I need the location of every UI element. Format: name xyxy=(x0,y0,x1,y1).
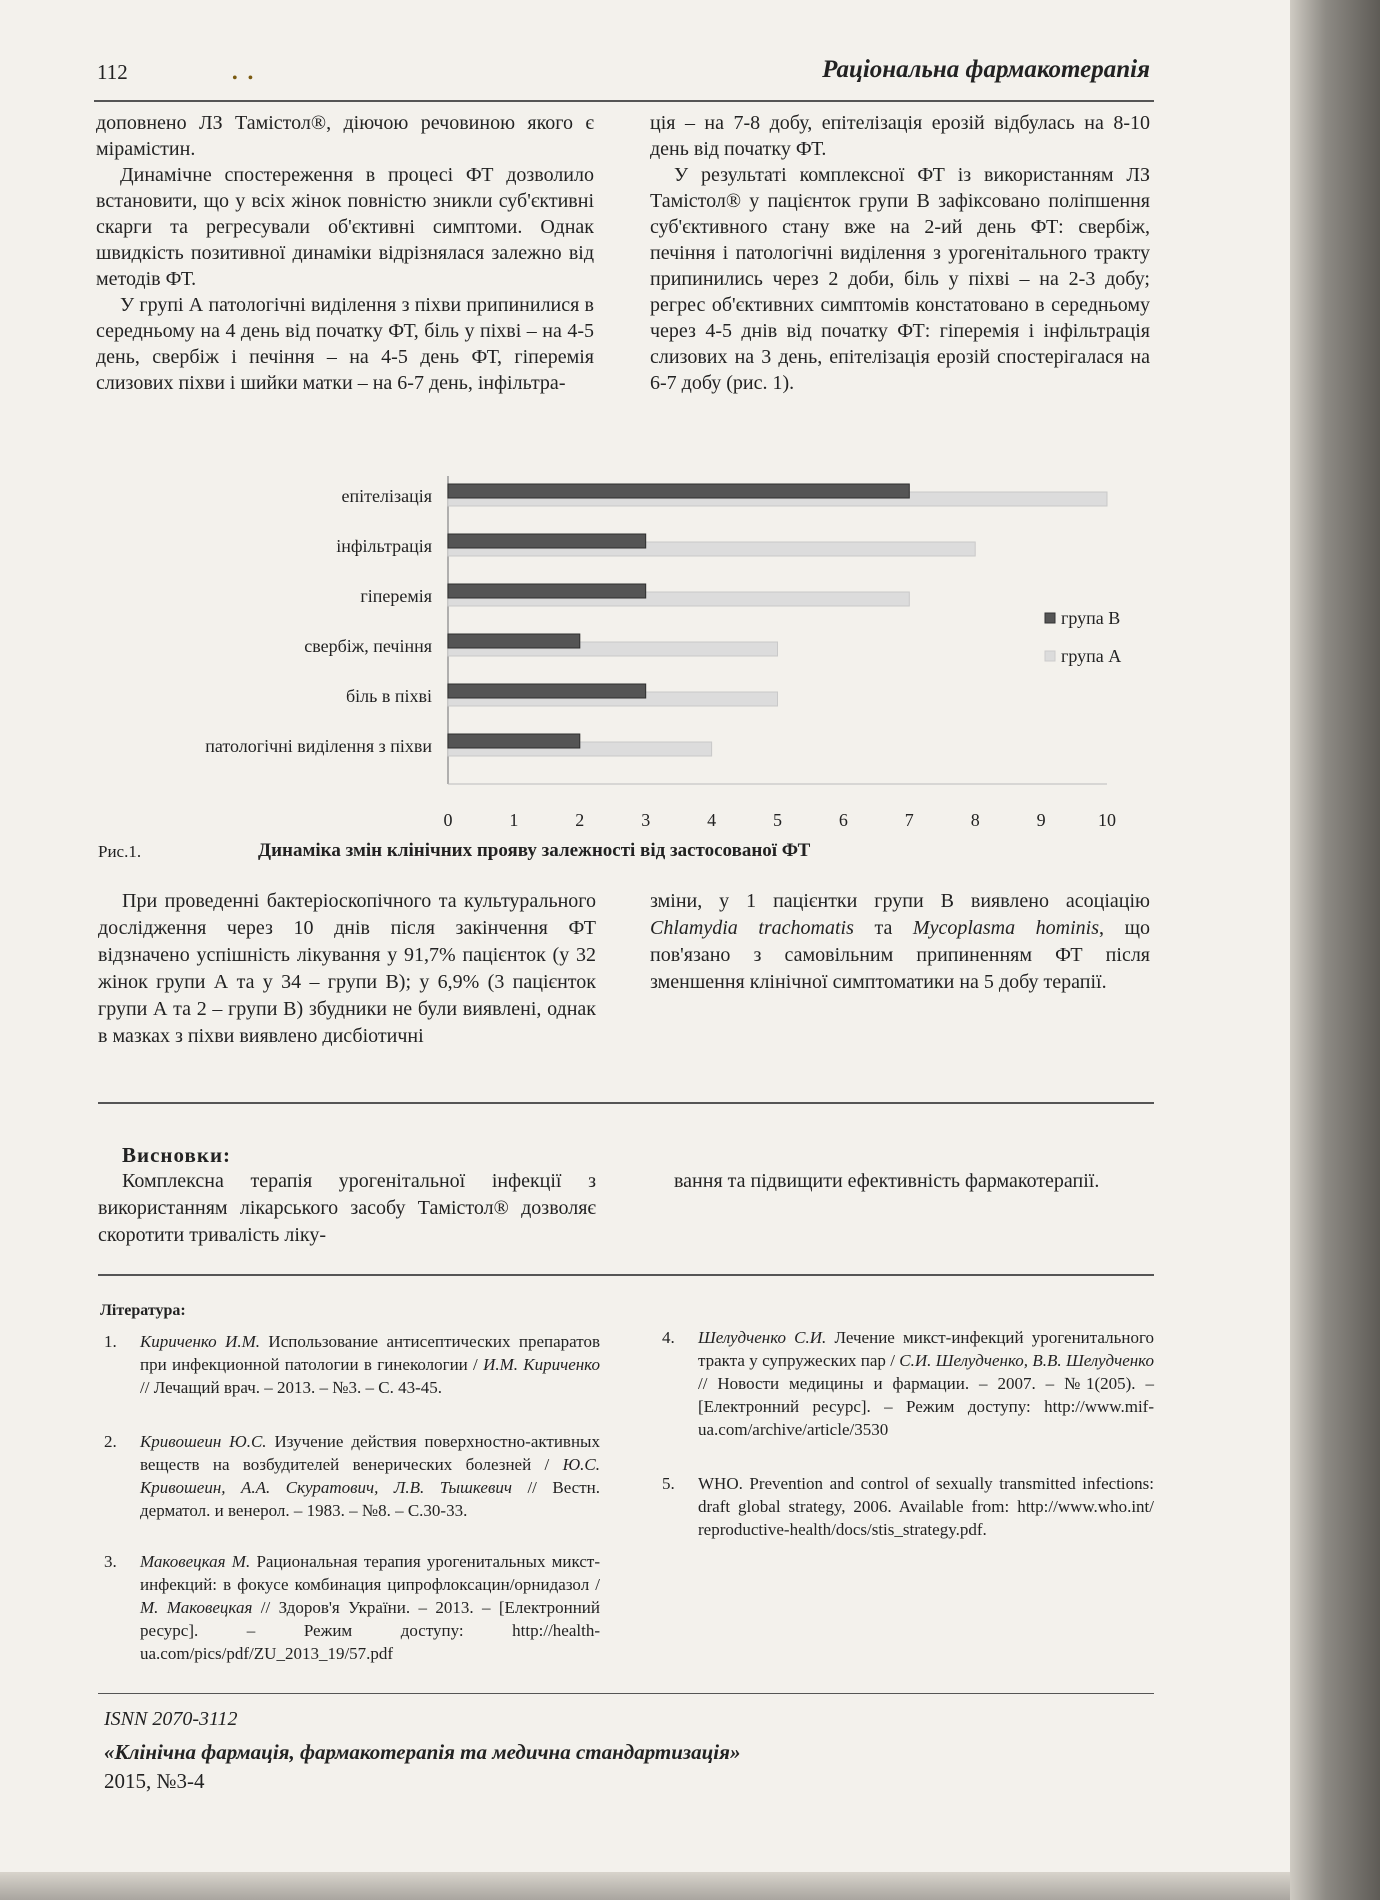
body-column-left-bottom xyxy=(98,888,596,1050)
organism-name: Mycoplasma hominis xyxy=(912,917,1100,939)
legend-swatch xyxy=(1045,613,1055,623)
paragraph: У групі А патологічні виділення з піхви припинилися в середньому на 4 день від початку ФТ, біль у піхві – на 4-5 день, свербіж і печіння – на 4-5 день ФТ, гіперемія слизових піхви і шийки матки – на 6-7 день, інфільтра- xyxy=(96,294,594,394)
running-title: Раціональна фармакотерапія xyxy=(822,56,1150,83)
reference-text: Изучение действия поверхностно-активных веществ на возбудителей венерических болезней / xyxy=(140,1432,600,1474)
section-rule xyxy=(98,1102,1154,1104)
paragraph: Динамічне спостереження в процесі ФТ дозволило встановити, що у всіх жінок повністю зникли суб'єктивні скарги та регресували об'єктивні симптоми. Однак швидкість позитивної динаміки відрізнялася залежно від методів ФТ. xyxy=(96,164,594,290)
reference-number: 4. xyxy=(662,1328,675,1347)
page-bottom-shadow xyxy=(0,1872,1290,1900)
reference-text: // Вестн. дерматол. и венерол. – 1983. – №8. – С.30-33. xyxy=(140,1478,600,1520)
conclusions-title: Висновки: xyxy=(122,1143,232,1167)
body-column-left-top xyxy=(96,110,594,396)
conclusions-right xyxy=(650,1168,1150,1195)
footer-journal-title: «Клінічна фармація, фармакотерапія та медична стандартизація» xyxy=(104,1740,741,1764)
bar-chart xyxy=(90,462,1170,830)
text-run: зміни, у 1 пацієнтки групи В виявлено асоціацію xyxy=(650,890,1150,912)
x-tick-label: 10 xyxy=(1098,810,1116,830)
reference-author: Ю.С. Кривошеин, А.А. Скуратович, Л.В. Тышкевич xyxy=(140,1455,600,1497)
bar-group-b xyxy=(448,634,580,648)
legend-label: група А xyxy=(1061,646,1122,666)
reference-number: 3. xyxy=(104,1552,117,1571)
bar-group-b xyxy=(448,734,580,748)
header-rule xyxy=(94,100,1154,102)
x-tick-label: 0 xyxy=(443,810,453,830)
bar-group-b xyxy=(448,484,909,498)
category-label: патологічні виділення з піхви xyxy=(205,736,432,756)
x-tick-label: 6 xyxy=(838,810,848,830)
reference-item xyxy=(104,1550,600,1665)
reference-author: С.И. Шелудченко, В.В. Шелудченко xyxy=(899,1351,1154,1370)
reference-author: Кириченко И.М. xyxy=(140,1332,261,1351)
body-column-right-top xyxy=(650,110,1150,396)
figure-caption: Динаміка змін клінічних прояву залежності від застосованої ФТ xyxy=(258,840,811,861)
page-number: 112 xyxy=(97,60,128,84)
reference-text: // Лечащий врач. – 2013. – №3. – С. 43-45. xyxy=(140,1378,443,1397)
header-dots: • • xyxy=(232,70,257,87)
text-run: та xyxy=(853,917,913,939)
x-tick-label: 7 xyxy=(904,810,914,830)
body-column-right-bottom xyxy=(650,888,1150,996)
reference-item xyxy=(104,1330,601,1399)
x-tick-label: 5 xyxy=(773,810,782,830)
reference-author: И.М. Кириченко xyxy=(483,1355,600,1374)
x-tick-label: 9 xyxy=(1036,810,1046,830)
reference-text: // Новости медицины и фармации. – 2007. – №1(205). – [Електронний ресурс]. – Режим доступу: http://www.mif-ua.com/archive/article/3530 xyxy=(698,1374,1154,1439)
legend-swatch xyxy=(1045,651,1055,661)
organism-name: Chlamydia trachomatis xyxy=(650,917,854,939)
x-tick-label: 1 xyxy=(509,810,519,830)
paragraph: вання та підвищити ефективність фармакотерапії. xyxy=(674,1170,1100,1192)
reference-number: 1. xyxy=(104,1332,117,1351)
category-label: біль в піхві xyxy=(346,686,432,706)
x-tick-label: 2 xyxy=(575,810,585,830)
bar-group-b xyxy=(448,584,646,598)
footer-issn: ISNN 2070-3112 xyxy=(104,1708,238,1730)
reference-text: WHO. Prevention and control of sexually transmitted infections: draft global strategy, 2006. Available from: http://www.who.int/ reproductive-health/docs/stis_strategy.pdf. xyxy=(698,1474,1154,1539)
x-tick-label: 3 xyxy=(641,810,651,830)
reference-number: 5. xyxy=(662,1474,675,1493)
figure-label: Рис.1. xyxy=(98,842,142,861)
text-run: , що пов'язано з самовільним припиненням ФТ після зменшення клінічної симптоматики на 5 добу терапії. xyxy=(650,917,1150,993)
conclusions-left xyxy=(98,1168,596,1249)
category-label: свербіж, печіння xyxy=(304,636,432,656)
references-title: Література: xyxy=(100,1302,186,1319)
footer-rule xyxy=(98,1693,1154,1694)
paragraph: У результаті комплексної ФТ із використанням ЛЗ Тамістол® у пацієнток групи В зафіксовано поліпшення суб'єктивного стану вже на 2-ий день ФТ: свербіж, печіння і патологічні виділення з урогенітального тракту припинились через 2 доби, біль у піхві – на 2-3 добу; регрес об'єктивних симптомів констатовано в середньому через 4-5 днів від початку ФТ: гіперемія і інфільтрація слизових на 3 день, епітелізація ерозій спостерігалася на 6-7 добу (рис. 1). xyxy=(650,164,1150,394)
paragraph: При проведенні бактеріоскопічного та культурального дослідження через 10 днів після закінчення ФТ відзначено успішність лікування у 91,7% пацієнток (у 32 жінок групи А та у 34 – групи В); у 6,9% (3 пацієнток групи А та 2 – групи В) збудники не були виявлені, однак в мазках з піхви виявлено дисбіотичні xyxy=(98,890,596,1047)
x-tick-label: 8 xyxy=(970,810,980,830)
reference-text: Использование антисептических препаратов при инфекционной патологии в гинекологии / xyxy=(140,1332,601,1374)
category-label: інфільтрація xyxy=(336,536,432,556)
paragraph: Комплексна терапія урогенітальної інфекції з використанням лікарського засобу Тамістол® дозволяє скоротити тривалість ліку- xyxy=(98,1170,596,1246)
bar-group-b xyxy=(448,684,646,698)
x-tick-label: 4 xyxy=(707,810,717,830)
reference-item xyxy=(104,1430,600,1522)
paragraph xyxy=(650,888,1150,996)
reference-author: Маковецкая М. xyxy=(140,1552,251,1571)
reference-text: Рациональная терапия урогенитальных микст-инфекций: в фокусе комбинация ципрофлоксацин/орнидазол / xyxy=(140,1552,600,1594)
references-rule xyxy=(98,1274,1154,1276)
category-label: епітелізація xyxy=(341,486,432,506)
paragraph: доповнено ЛЗ Тамістол®, діючою речовиною якого є мірамістин. xyxy=(96,112,594,160)
bar-group-b xyxy=(448,534,646,548)
reference-author: М. Маковецкая xyxy=(140,1598,253,1617)
page-edge-shadow xyxy=(1290,0,1380,1900)
reference-item xyxy=(662,1326,1154,1441)
reference-text: // Здоров'я України. – 2013. – [Електронний ресурс]. – Режим доступу: http://health-ua.com/pics/pdf/ZU_2013_19/57.pdf xyxy=(140,1598,600,1663)
reference-text: Лечение микст-инфекций урогенитального тракта у супружеских пар / xyxy=(698,1328,1154,1370)
legend-label: група В xyxy=(1061,608,1121,628)
reference-item xyxy=(662,1472,1154,1541)
paragraph: ція – на 7-8 добу, епітелізація ерозій відбулась на 8-10 день від початку ФТ. xyxy=(650,112,1150,160)
reference-author: Шелудченко С.И. xyxy=(698,1328,827,1347)
footer-year-issue: 2015, №3-4 xyxy=(104,1769,205,1793)
category-label: гіперемія xyxy=(360,586,432,606)
reference-number: 2. xyxy=(104,1432,117,1451)
reference-author: Кривошеин Ю.С. xyxy=(140,1432,267,1451)
